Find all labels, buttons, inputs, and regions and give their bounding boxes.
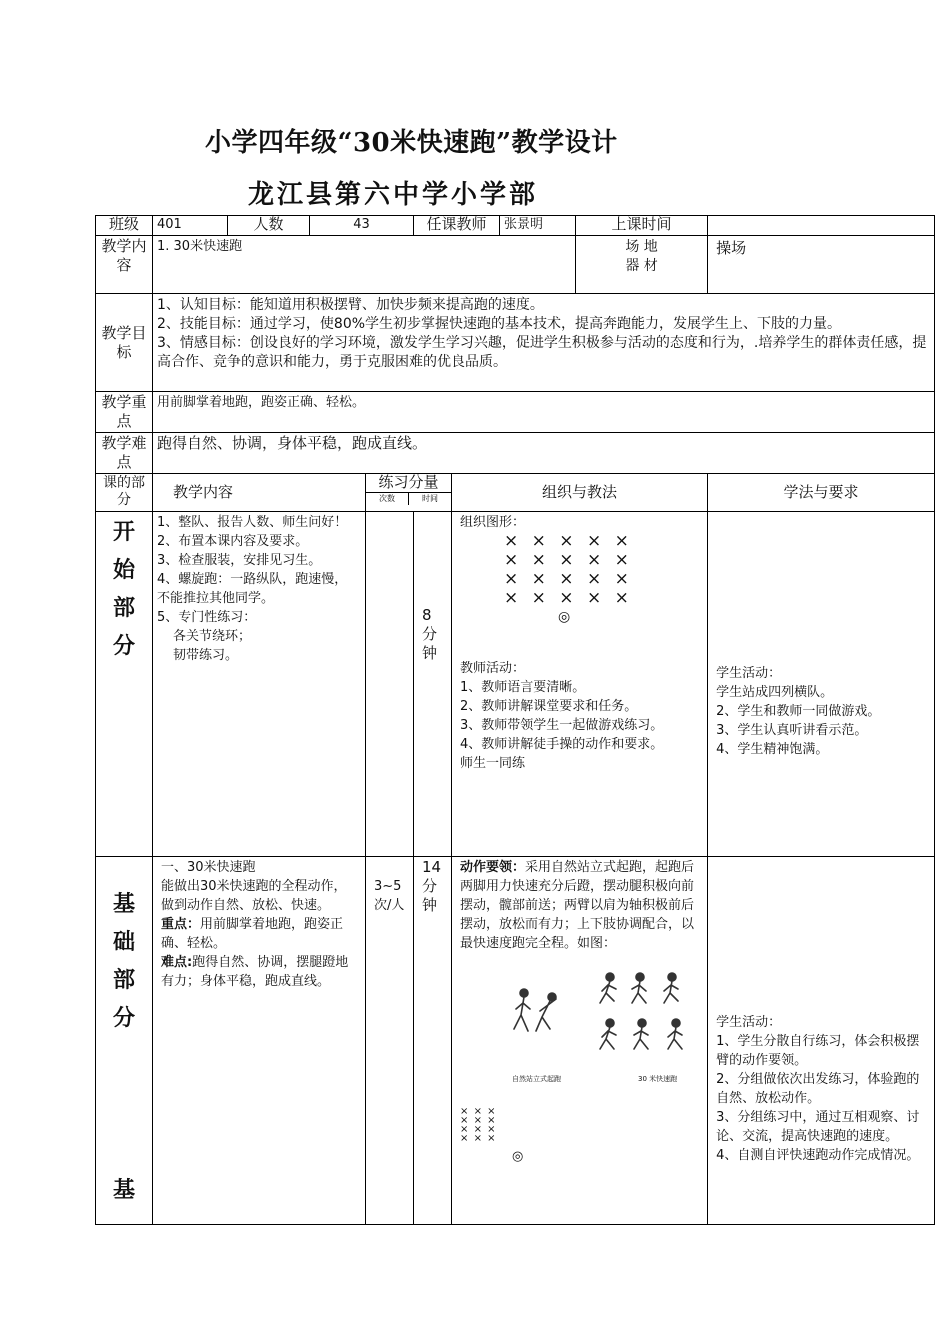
goals-label: 教学目标 <box>96 294 153 392</box>
class-label: 班级 <box>96 216 153 236</box>
list-item: 3、分组练习中，通过互相观察、讨论、交流，提高快速跑的速度。 <box>716 1110 920 1144</box>
difficulty-value: 跑得自然、协调，身体平稳，跑成直线。 <box>153 433 935 474</box>
header-times: 次数 <box>379 494 395 503</box>
small-formation-diagram: × × × × × × × × × × × × ◎ <box>460 1107 695 1166</box>
list-item: 2、教师讲解课堂要求和任务。 <box>460 699 638 714</box>
running-figure <box>460 953 695 1101</box>
header-practice-sub <box>366 492 451 505</box>
list-item: 5、专门性练习： <box>157 610 257 625</box>
list-item: 师生一同练 <box>460 756 526 771</box>
venue-value: 操场 <box>708 236 935 294</box>
teacher-position-icon: ◎ <box>512 1149 524 1164</box>
student-activity-title: 学生活动： <box>716 666 782 681</box>
teacher-label: 任课教师 <box>414 216 500 236</box>
basic-times: 3~5次/人 <box>366 857 414 1225</box>
content-text: 能做出30米快速跑的全程动作，做到动作自然、放松、快速。 <box>161 879 347 913</box>
list-item: 3、教师带领学生一起做游戏练习。 <box>460 718 664 733</box>
focus-label: 教学重点 <box>96 392 153 433</box>
content-value: 1. 30米快速跑 <box>153 236 576 294</box>
list-item: 学生站成四列横队。 <box>716 685 834 700</box>
class-value: 401 <box>153 216 228 236</box>
basic-method <box>708 857 935 1225</box>
header-method: 学法与要求 <box>708 474 935 512</box>
content-title: 一、30米快速跑 <box>161 860 256 875</box>
basic-content <box>153 857 366 1225</box>
info-row <box>96 216 935 236</box>
key-point: 重点：用前脚掌着地跑，跑姿正确、轻松。 <box>161 917 344 951</box>
difficulty-row <box>96 433 935 474</box>
header-org: 组织与教法 <box>452 474 708 512</box>
list-item: 韧带练习。 <box>173 648 239 663</box>
header-part: 课的部分 <box>96 474 153 512</box>
header-practice-label: 练习分量 <box>378 473 439 491</box>
goals-row <box>96 294 935 392</box>
venue-label-1: 场 地 <box>625 239 658 255</box>
count-value: 43 <box>310 216 414 236</box>
student-activity-title: 学生活动： <box>716 1015 782 1030</box>
list-item: 1、教师语言要清晰。 <box>460 680 586 695</box>
start-times <box>366 512 414 857</box>
list-item: 4、螺旋跑：一路纵队，跑速慢，不能推拉其他同学。 <box>157 572 348 606</box>
list-item: 4、教师讲解徒手操的动作和要求。 <box>460 737 664 752</box>
difficulty-label: 教学难点 <box>96 433 153 474</box>
start-org <box>452 512 708 857</box>
table-header-row <box>96 474 935 512</box>
lesson-plan-table <box>95 215 935 1225</box>
focus-value: 用前脚掌着地跑，跑姿正确、轻松。 <box>153 392 935 433</box>
list-item: 4、学生精神饱满。 <box>716 742 829 757</box>
header-duration: 时间 <box>408 493 451 505</box>
teacher-value: 张景明 <box>500 216 576 236</box>
teacher-position-icon: ◎ <box>558 609 571 625</box>
content-row <box>96 236 935 294</box>
header-practice <box>366 474 452 512</box>
goals-list <box>153 294 935 392</box>
list-item: 2、分组做依次出发练习，体验跑的自然、放松动作。 <box>716 1072 920 1106</box>
teacher-activity-title: 教师活动： <box>460 661 526 676</box>
time-value <box>708 216 935 236</box>
formation-diagram: × × × × × × × × × × × × × × × × × × × × ◎ <box>460 532 703 627</box>
list-item: 2、学生和教师一同做游戏。 <box>716 704 881 719</box>
figure-caption: 30 米快速跑 <box>638 1075 678 1083</box>
content-label: 教学内容 <box>96 236 153 294</box>
start-duration: 8 分 钟 <box>414 512 452 857</box>
basic-section-label: 基 础 部 分 基 <box>96 857 153 1225</box>
goal-item: 1、认知目标：能知道用积极摆臂、加快步频来提高跑的速度。 <box>157 297 544 313</box>
time-label: 上课时间 <box>576 216 708 236</box>
venue-label-2: 器 材 <box>625 258 658 274</box>
header-content: 教学内容 <box>153 474 366 512</box>
list-item: 1、学生分散自行练习，体会积极摆臂的动作要领。 <box>716 1034 920 1068</box>
action-essentials: 动作要领：采用自然站立式起跑，起跑后两脚用力快速充分后蹬，摆动腿积极向前摆动，髋部前送；两臂以肩为轴积极前后摆动，放松而有力；上下肢协调配合，以最快速度跑完全程。如图： <box>460 860 695 951</box>
list-item: 3、学生认真听讲看示范。 <box>716 723 868 738</box>
count-label: 人数 <box>228 216 310 236</box>
start-section-label: 开 始 部 分 <box>96 512 153 857</box>
list-item: 4、自测自评快速跑动作完成情况。 <box>716 1148 920 1163</box>
goal-item: 3、情感目标：创设良好的学习环境，激发学生学习兴趣，促进学生积极参与活动的态度和行为，.培养学生的群体责任感，提高合作、竞争的意识和能力，勇于克服困难的优良品质。 <box>157 335 927 370</box>
sprint-start-illustration <box>490 963 708 1083</box>
list-item: 1、整队、报告人数、师生问好！ <box>157 515 348 530</box>
hard-point: 难点:跑得自然、协调，摆腿蹬地有力；身体平稳，跑成直线。 <box>161 955 349 989</box>
list-item: 各关节绕环； <box>173 629 252 644</box>
basic-duration: 14 分 钟 <box>414 857 452 1225</box>
page-title: 小学四年级“30米快速跑”教学设计 <box>205 128 618 158</box>
org-title: 组织图形： <box>460 515 526 530</box>
goal-item: 2、技能目标：通过学习，使80%学生初步掌握快速跑的基本技术，提高奔跑能力，发展学生上、下肢的力量。 <box>157 316 842 332</box>
start-section-row <box>96 512 935 857</box>
focus-row <box>96 392 935 433</box>
list-item: 2、布置本课内容及要求。 <box>157 534 309 549</box>
basic-section-row <box>96 857 935 1225</box>
start-content <box>153 512 366 857</box>
venue-label <box>576 236 708 294</box>
list-item: 3、检查服装，安排见习生。 <box>157 553 322 568</box>
section-continuation: 基 <box>112 1177 135 1203</box>
basic-org <box>452 857 708 1225</box>
figure-caption: 自然站立式起跑 <box>512 1075 562 1083</box>
school-name: 龙江县第六中学小学部 <box>248 180 539 210</box>
start-method <box>708 512 935 857</box>
